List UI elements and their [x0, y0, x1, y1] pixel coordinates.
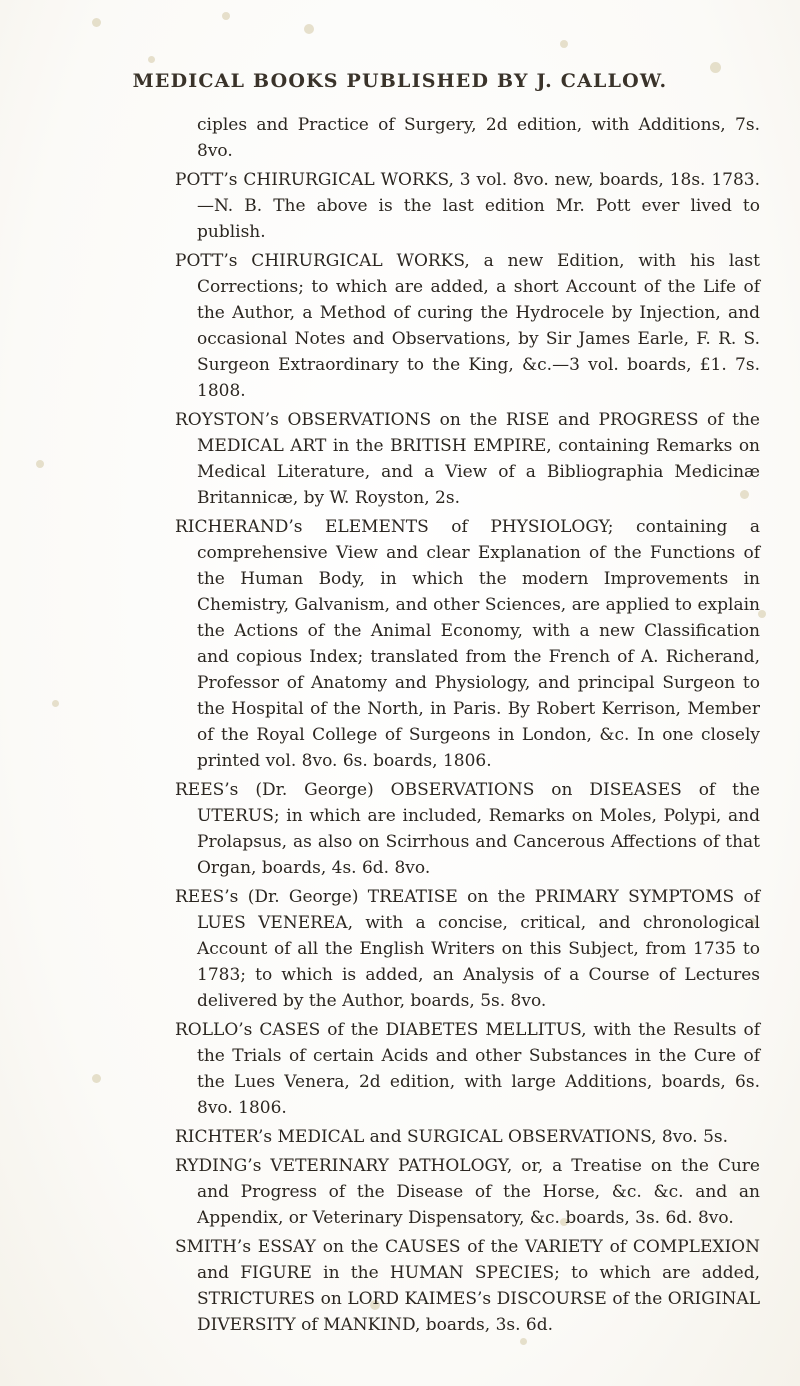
foxing-spot: [52, 700, 59, 707]
book-entry: REES’s (Dr. George) TREATISE on the PRIMARY SYMPTOMS of LUES VENEREA, with a concise, critical, and chronological Account of all the English Writers on this Subject, from 1735 to 1783; to which is added, an Analysis of a Course of Lectures delivered by the Author, boards, 5s. 8vo.: [175, 887, 760, 1011]
page-header: MEDICAL BOOKS PUBLISHED BY J. CALLOW.: [132, 70, 668, 92]
book-entry: RICHERAND’s ELEMENTS of PHYSIOLOGY; containing a comprehensive View and clear Explanation of the Functions of the Human Body, in which the modern Improvements in Chemistry, Galvanism, and other Sciences, are applied to explain the Actions of the Animal Economy, with a new Classification and copious Index; translated from the French of A. Richerand, Professor of Anatomy and Physiology, and principal Surgeon to the Hospital of the North, in Paris. By Robert Kerrison, Member of the Royal College of Surgeons in London, &c. In one closely printed vol. 8vo. 6s. boards, 1806.: [175, 517, 760, 771]
book-entry: RYDING’s VETERINARY PATHOLOGY, or, a Treatise on the Cure and Progress of the Disease of the Horse, &c. &c. and an Appendix, or Veterinary Dispensatory, &c. boards, 3s. 6d. 8vo.: [175, 1156, 760, 1228]
foxing-spot: [222, 12, 230, 20]
book-entry: REES’s (Dr. George) OBSERVATIONS on DISEASES of the UTERUS; in which are included, Remarks on Moles, Polypi, and Prolapsus, as also on Scirrhous and Cancerous Affections of that Organ, boards, 4s. 6d. 8vo.: [175, 780, 760, 878]
book-entry: ROLLO’s CASES of the DIABETES MELLITUS, with the Results of the Trials of certain Acids and other Substances in the Cure of the Lues Venera, 2d edition, with large Additions, boards, 6s. 8vo. 1806.: [175, 1020, 760, 1118]
book-entry: POTT’s CHIRURGICAL WORKS, a new Edition, with his last Corrections; to which are added, a short Account of the Life of the Author, a Method of curing the Hydrocele by Injection, and occasional Notes and Observations, by Sir James Earle, F. R. S. Surgeon Extraordinary to the King, &c.—3 vol. boards, £1. 7s. 1808.: [175, 251, 760, 401]
foxing-spot: [92, 1074, 101, 1083]
book-entry: ciples and Practice of Surgery, 2d edition, with Additions, 7s. 8vo.: [197, 115, 760, 161]
foxing-spot: [148, 56, 155, 63]
book-entry: POTT’s CHIRURGICAL WORKS, 3 vol. 8vo. new, boards, 18s. 1783.—N. B. The above is the last edition Mr. Pott ever lived to publish.: [175, 170, 760, 242]
book-entry: RICHTER’s MEDICAL and SURGICAL OBSERVATIONS, 8vo. 5s.: [175, 1127, 729, 1147]
book-list: [175, 112, 760, 1341]
foxing-spot: [560, 40, 568, 48]
foxing-spot: [36, 460, 44, 468]
book-entry: SMITH’s ESSAY on the CAUSES of the VARIETY of COMPLEXION and FIGURE in the HUMAN SPECIES; to which are added, STRICTURES on LORD KAIMES’s DISCOURSE of the ORIGINAL DIVERSITY of MANKIND, boards, 3s. 6d.: [175, 1237, 760, 1335]
foxing-spot: [304, 24, 314, 34]
foxing-spot: [92, 18, 101, 27]
book-entry: ROYSTON’s OBSERVATIONS on the RISE and PROGRESS of the MEDICAL ART in the BRITISH EMPIRE, containing Remarks on Medical Literature, and a View of a Bibliographia Medicinæ Britannicæ, by W. Royston, 2s.: [175, 410, 760, 508]
